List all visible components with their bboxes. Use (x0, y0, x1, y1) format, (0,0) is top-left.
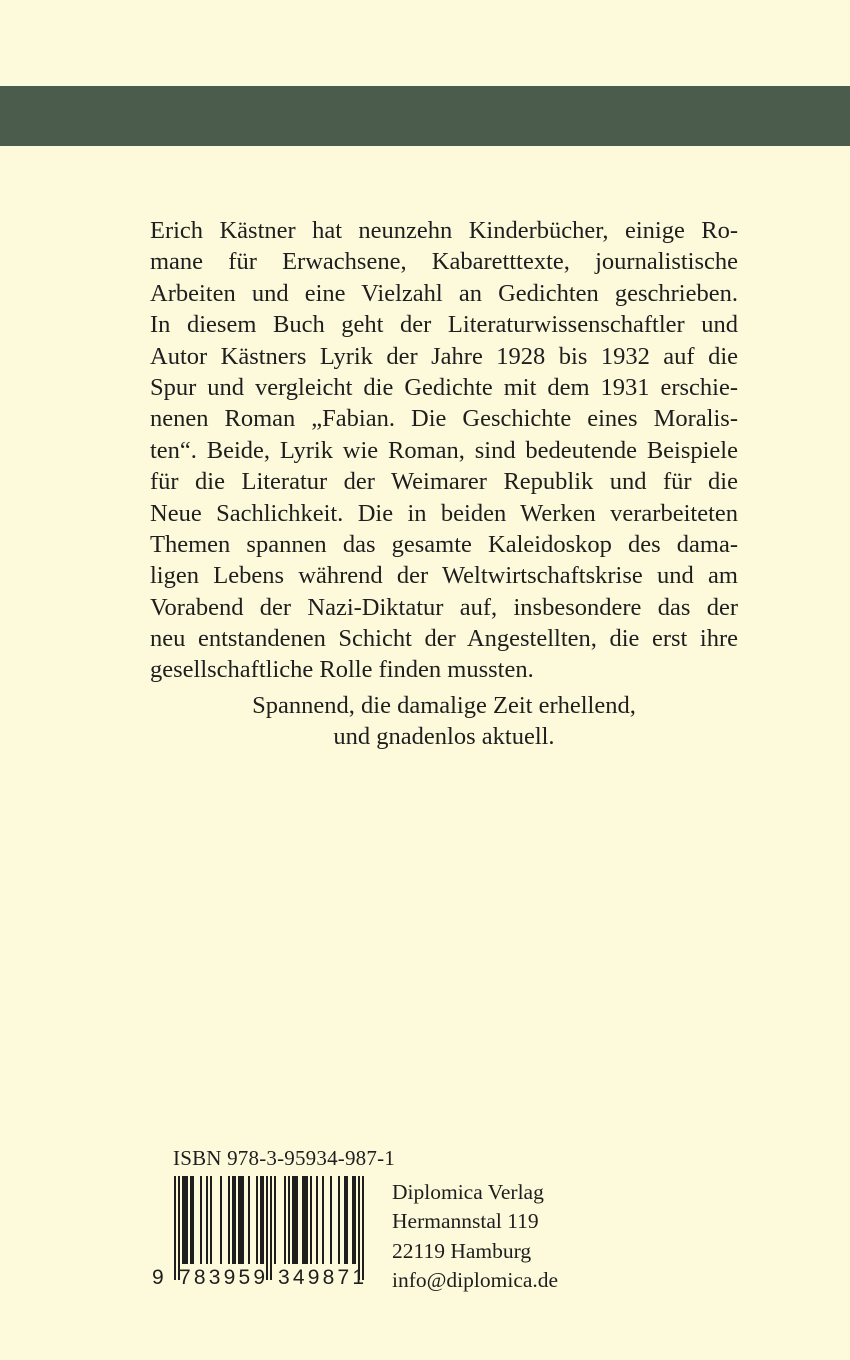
barcode-bar (338, 1176, 340, 1264)
barcode-bar (362, 1176, 364, 1280)
blurb-line: Spur und vergleicht die Gedichte mit dem 1931 erschie- (150, 373, 738, 401)
barcode-bar (260, 1176, 262, 1264)
isbn-barcode (150, 1176, 378, 1288)
barcode-bar (270, 1176, 272, 1280)
blurb-line: ligen Lebens während der Weltwirtschaftskrise und am (150, 562, 738, 590)
blurb-line: mane für Erwachsene, Kabaretttexte, journalistische (150, 248, 738, 276)
barcode-bar (302, 1176, 304, 1264)
barcode-bar (186, 1176, 188, 1264)
barcode-bar (184, 1176, 186, 1264)
blurb-line: gesellschaftliche Rolle finden mussten. (150, 656, 534, 684)
barcode-bar (288, 1176, 290, 1264)
barcode-digits-left: 783959 (179, 1266, 265, 1288)
blurb-line: neu entstandenen Schicht der Angestellten, die erst ihre (150, 625, 738, 653)
barcode-bar (322, 1176, 324, 1264)
barcode-bar (352, 1176, 354, 1264)
barcode-bar (292, 1176, 294, 1264)
blurb-line: Arbeiten und eine Vielzahl an Gedichten geschrieben. (150, 279, 738, 307)
blurb-line: für die Literatur der Weimarer Republik und für die (150, 468, 738, 496)
barcode-bar (238, 1176, 240, 1264)
barcode-bar (306, 1176, 308, 1264)
blurb-line: Neue Sachlichkeit. Die in beiden Werken verarbeiteten (150, 499, 738, 527)
publisher-city: 22119 Hamburg (392, 1238, 532, 1263)
barcode-bar (262, 1176, 264, 1264)
barcode-bar (174, 1176, 176, 1280)
barcode-bar (210, 1176, 212, 1264)
barcode-bar (248, 1176, 250, 1264)
barcode-bar (284, 1176, 286, 1264)
publisher-street: Hermannstal 119 (392, 1209, 539, 1234)
barcode-bar (358, 1176, 360, 1280)
barcode-bar (182, 1176, 184, 1264)
barcode-bar (256, 1176, 258, 1264)
blurb-line: In diesem Buch geht der Literaturwissenschaftler und (150, 311, 738, 339)
barcode-bar (304, 1176, 306, 1264)
barcode-bar (294, 1176, 296, 1264)
header-band (0, 86, 850, 146)
publisher-name: Diplomica Verlag (392, 1180, 544, 1204)
barcode-bar (310, 1176, 312, 1264)
barcode-digit-first: 9 (152, 1266, 164, 1288)
publisher-address (392, 1178, 558, 1295)
barcode-bar (316, 1176, 318, 1264)
barcode-bar (190, 1176, 192, 1264)
barcode-bar (266, 1176, 268, 1280)
tagline-line-2: und gnadenlos aktuell. (333, 723, 555, 751)
tagline-line-1: Spannend, die damalige Zeit erhellend, (252, 692, 636, 719)
barcode-digits-right: 349871 (278, 1266, 364, 1288)
barcode-bar (178, 1176, 180, 1280)
barcode-bar (240, 1176, 242, 1264)
isbn-label: ISBN 978-3-95934-987-1 (173, 1146, 395, 1170)
barcode-bar (296, 1176, 298, 1264)
tagline (150, 690, 738, 753)
barcode-bar (232, 1176, 234, 1264)
barcode-bar (242, 1176, 244, 1264)
blurb-text (150, 215, 738, 686)
blurb-line: Autor Kästners Lyrik der Jahre 1928 bis 1932 auf die (150, 342, 738, 370)
publisher-email[interactable]: info@diplomica.de (392, 1267, 559, 1292)
barcode-bar (330, 1176, 332, 1264)
blurb-line: ten“. Beide, Lyrik wie Roman, sind bedeutende Beispiele (150, 436, 738, 464)
barcode-bar (274, 1176, 276, 1264)
barcode-bar (228, 1176, 230, 1264)
barcode-bar (354, 1176, 356, 1264)
blurb-line: Vorabend der Nazi-Diktatur auf, insbesondere das der (150, 593, 738, 621)
barcode-bar (192, 1176, 194, 1264)
barcode-bar (220, 1176, 222, 1264)
blurb-line: Erich Kästner hat neunzehn Kinderbücher, einige Ro- (150, 217, 738, 244)
barcode-bar (346, 1176, 348, 1264)
blurb-line: Themen spannen das gesamte Kaleidoskop des dama- (150, 530, 738, 558)
barcode-bar (200, 1176, 202, 1264)
barcode-bar (234, 1176, 236, 1264)
barcode-bar (344, 1176, 346, 1264)
barcode-bar (206, 1176, 208, 1264)
blurb-line: nenen Roman „Fabian. Die Geschichte eines Moralis- (150, 405, 738, 433)
